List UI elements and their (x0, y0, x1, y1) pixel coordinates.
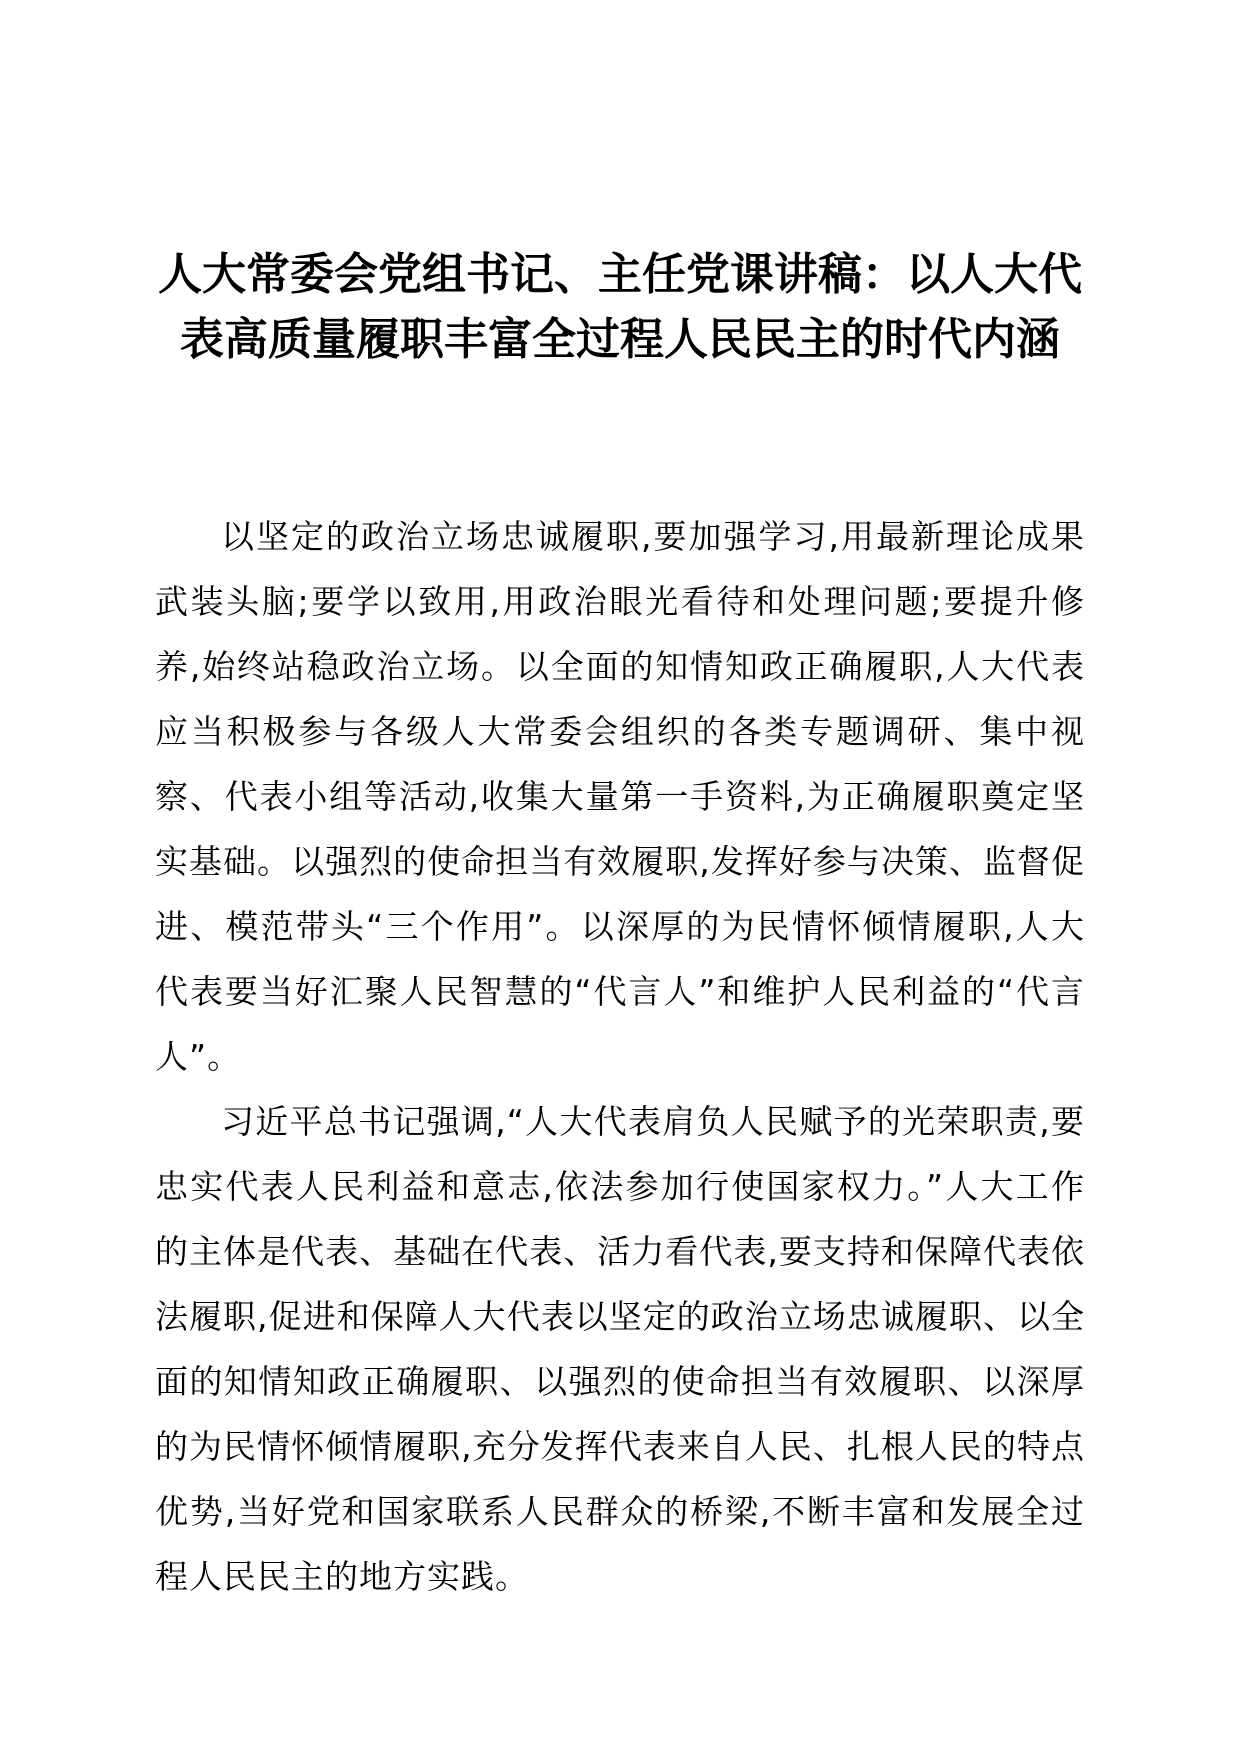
document-body (155, 504, 1085, 1609)
paragraph-1: 以坚定的政治立场忠诚履职,要加强学习,用最新理论成果武装头脑;要学以致用,用政治眼光看待和处理问题;要提升修养,始终站稳政治立场。以全面的知情知政正确履职,人大代表应当积极参与各级人大常委会组织的各类专题调研、集中视察、代表小组等活动,收集大量第一手资料,为正确履职奠定坚实基础。以强烈的使命担当有效履职,发挥好参与决策、监督促进、模范带头“三个作用”。以深厚的为民情怀倾情履职,人大代表要当好汇聚人民智慧的“代言人”和维护人民利益的“代言人”。 (155, 517, 1085, 1076)
document-title: 人大常委会党组书记、主任党课讲稿：以人大代表高质量履职丰富全过程人民民主的时代内涵 (158, 249, 1082, 365)
paragraph-2: 习近平总书记强调,“人大代表肩负人民赋予的光荣职责,要忠实代表人民利益和意志,依法参加行使国家权力。”人大工作的主体是代表、基础在代表、活力看代表,要支持和保障代表依法履职,促进和保障人大代表以坚定的政治立场忠诚履职、以全面的知情知政正确履职、以强烈的使命担当有效履职、以深厚的为民情怀倾情履职,充分发挥代表来自人民、扎根人民的特点优势,当好党和国家联系人民群众的桥梁,不断丰富和发展全过程人民民主的地方实践。 (155, 1102, 1085, 1596)
